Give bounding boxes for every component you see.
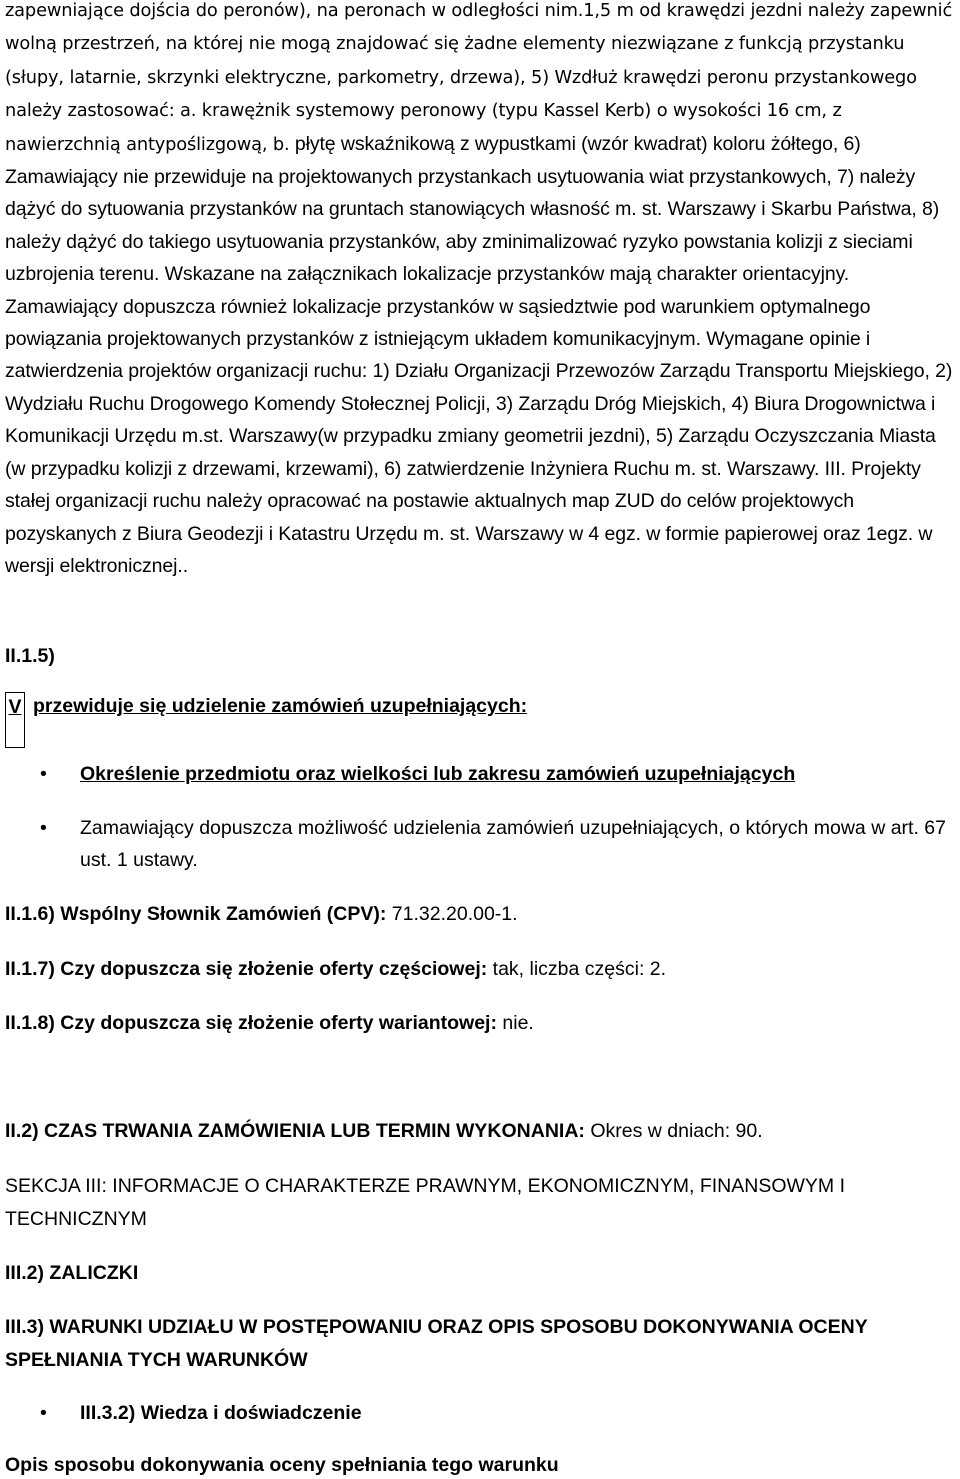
bullet-icon: • (40, 763, 47, 785)
intro-lead-text: zapewniające dojścia do peronów), na peronach w odległości nim.1,5 m od krawędzi jezdni należy zapewnić wolną przestrzeń, na której nie mogą znajdować się żadne elementy niezwiązane z funkcją przystanku (słupy, latarnie, skrzynki elektryczne, parkometry, drzewa), 5) Wzdłuż krawędzi peronu przystankowego należy zastosować: a. krawężnik systemowy peronowy (typu Kassel Kerb) o wysokości 16 cm, z nawierzchnią antypoślizgową, b. (5, 0, 953, 155)
section-iii-heading: SEKCJA III: INFORMACJE O CHARAKTERZE PRAWNYM, EKONOMICZNYM, FINANSOWYM I TECHNICZNYM (5, 1175, 846, 1230)
bullet-icon: • (40, 1402, 47, 1424)
section-value: 71.32.20.00-1. (386, 903, 518, 925)
section-duration (5, 1117, 953, 1145)
section-value: tak, liczba części: 2. (487, 958, 667, 980)
list-item-text: Określenie przedmiotu oraz wielkości lub zakresu zamówień uzupełniających (80, 763, 796, 785)
section-advances: III.2) ZALICZKI (5, 1262, 139, 1284)
assessment-description-heading: Opis sposobu dokonywania oceny spełniania tego warunku (5, 1454, 559, 1476)
section-label: II.1.6) Wspólny Słownik Zamówień (CPV): (5, 903, 387, 925)
section-label: II.1.8) Czy dopuszcza się złożenie oferty wariantowej: (5, 1012, 497, 1034)
section-partial-offer (5, 955, 953, 983)
section-variant-offer (5, 1009, 953, 1037)
intro-paragraph (5, 0, 953, 582)
supplementary-orders-row (5, 692, 953, 748)
section-cpv (5, 900, 953, 928)
list-item-text: Zamawiający dopuszcza możliwość udzielenia zamówień uzupełniających, o których mowa w art. 67 ust. 1 ustawy. (80, 817, 946, 871)
section-label: II.2) CZAS TRWANIA ZAMÓWIENIA LUB TERMIN WYKONANIA: (5, 1120, 585, 1142)
bullet-icon: • (40, 817, 47, 839)
supplementary-orders-label: przewiduje się udzielenie zamówień uzupełniających: (33, 695, 528, 717)
section-label: II.1.7) Czy dopuszcza się złożenie oferty częściowej: (5, 958, 488, 980)
section-value: Okres w dniach: 90. (584, 1120, 763, 1142)
section-value: nie. (496, 1012, 534, 1034)
section-heading-ii-1-5: II.1.5) (5, 645, 55, 667)
intro-main-text: płytę wskaźnikową z wypustkami (wzór kwadrat) koloru żółtego, 6) Zamawiający nie przewiduje na projektowanych przystankach usytuowania wiat przystankowych, 7) należy dążyć do sytuowania przystanków na gruntach stanowiących własność m. st. Warszawy i Skarbu Państwa, 8) należy dążyć do takiego usytuowania przystanków, aby zminimalizować ryzyko powstania kolizji z sieciami uzbrojenia terenu. Wskazane na załącznikach lokalizacje przystanków mają charakter orientacyjny. Zamawiający dopuszcza również lokalizacje przystanków w sąsiedztwie pod warunkiem optymalnego powiązania projektowanych przystanków z istniejącym układem komunikacyjnym. Wymagane opinie i zatwierdzenia projektów organizacji ruchu: 1) Działu Organizacji Przewozów Zarządu Transportu Miejskiego, 2) Wydziału Ruchu Drogowego Komendy Stołecznej Policji, 3) Zarządu Dróg Miejskich, 4) Biura Drogownictwa i Komunikacji Urzędu m.st. Warszawy(w przypadku zmiany geometrii jezdni), 5) Zarządu Oczyszczania Miasta (w przypadku kolizji z drzewami, krzewami), 6) zatwierdzenie Inżyniera Ruchu m. st. Warszawy. III. Projekty stałej organizacji ruchu należy opracować na postawie aktualnych map ZUD do celów projektowych pozyskanych z Biura Geodezji i Katastru Urzędu m. st. Warszawy w 4 egz. w formie papierowej oraz 1egz. w wersji elektronicznej.. (5, 132, 953, 577)
checkbox-v: V (5, 692, 25, 748)
list-item-text: III.3.2) Wiedza i doświadczenie (80, 1402, 362, 1424)
section-participation-conditions: III.3) WARUNKI UDZIAŁU W POSTĘPOWANIU ORAZ OPIS SPOSOBU DOKONYWANIA OCENY SPEŁNIANIA TYCH WARUNKÓW (5, 1316, 868, 1371)
